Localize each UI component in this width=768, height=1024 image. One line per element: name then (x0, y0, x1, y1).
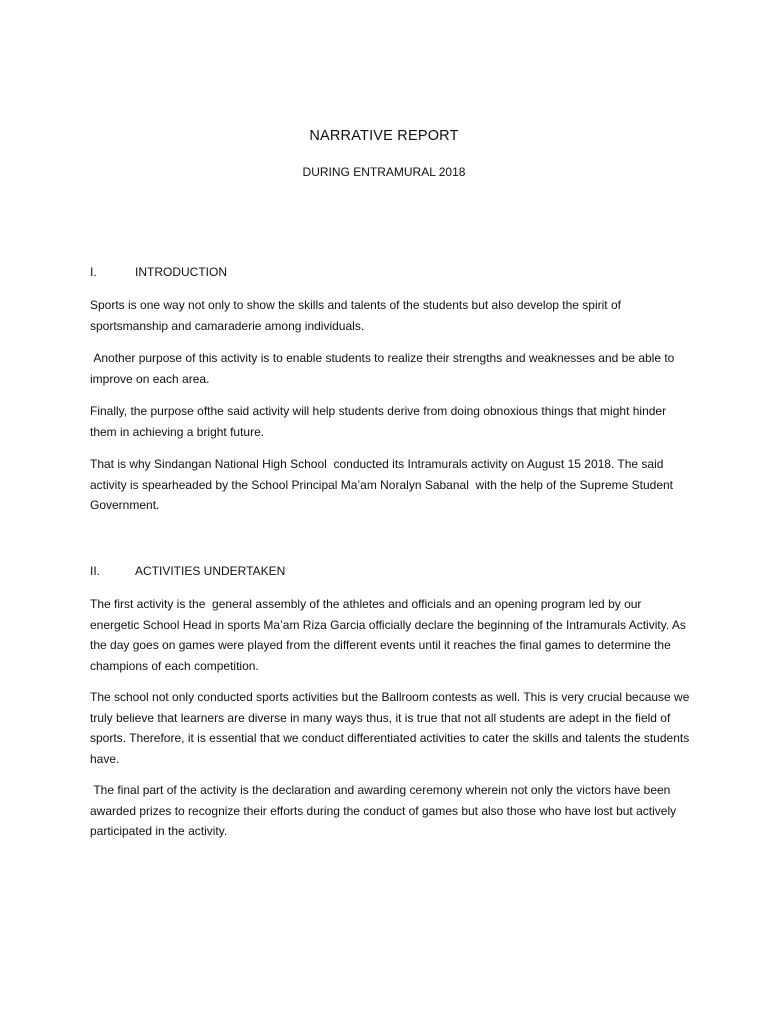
paragraph: The school not only conducted sports activities but the Ballroom contests as well. This is very crucial because we truly believe that learners are diverse in many ways thus, it is true that not all students are adept in the field of sports. Therefore, it is essential that we conduct differentiated activities to cater the skills and talents the students have. (90, 690, 690, 766)
paragraph: Finally, the purpose ofthe said activity will help students derive from doing obnoxious things that might hinder them in achieving a bright future. (90, 404, 667, 439)
paragraph: Another purpose of this activity is to enable students to realize their strengths and weaknesses and be able to improve on each area. (90, 351, 678, 386)
section-heading-introduction (90, 265, 227, 279)
section-number: I. (90, 265, 97, 279)
document-title: NARRATIVE REPORT (309, 128, 459, 144)
paragraph: The first activity is the general assembly of the athletes and officials and an opening program led by our energetic School Head in sports Ma’am Riza Garcia officially declare the beginning of the Intramurals Activity. As the day goes on games were played from the different events until it reaches the final games to determine the champions of each competition. (90, 597, 690, 673)
paragraph: That is why Sindangan National High School conducted its Intramurals activity on August 15 2018. The said activity is spearheaded by the School Principal Ma’am Noralyn Sabanal with the help of the Supreme Student Government. (90, 457, 677, 512)
section-heading-activities-undertaken (90, 564, 285, 578)
paragraph: The final part of the activity is the declaration and awarding ceremony wherein not only the victors have been awarded prizes to recognize their efforts during the conduct of games but also those who have lost but actively participated in the activity. (90, 783, 680, 838)
section-title: ACTIVITIES UNDERTAKEN (135, 564, 286, 578)
section-number: II. (90, 564, 101, 578)
document-subtitle: DURING ENTRAMURAL 2018 (302, 165, 466, 179)
section-title: INTRODUCTION (135, 265, 227, 279)
paragraph: Sports is one way not only to show the skills and talents of the students but also develop the spirit of sportsmanship and camaraderie among individuals. (90, 298, 621, 333)
